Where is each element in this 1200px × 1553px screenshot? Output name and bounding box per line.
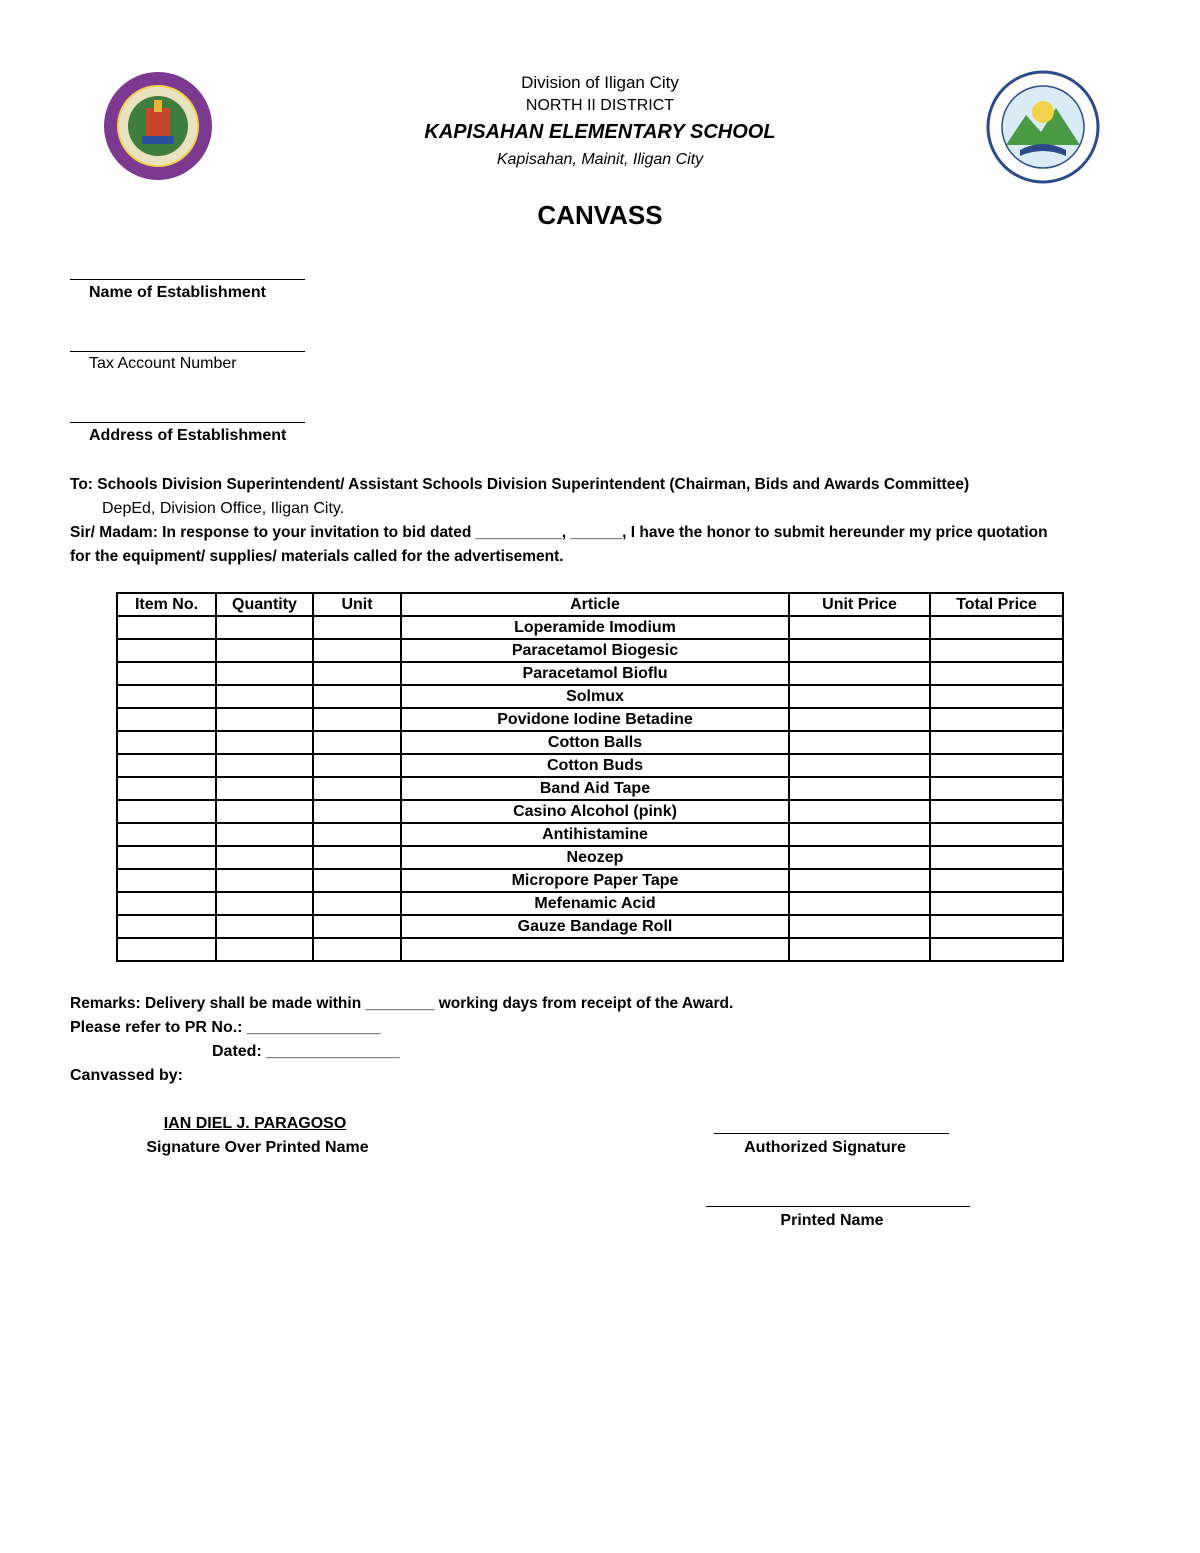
unit-price-cell[interactable] (789, 685, 930, 708)
quantity-cell[interactable] (216, 639, 313, 662)
article-cell: Paracetamol Bioflu (401, 662, 789, 685)
unit-price-cell[interactable] (789, 938, 930, 961)
total-price-cell[interactable] (930, 708, 1063, 731)
district-name: NORTH II DISTRICT (525, 97, 675, 114)
header-total-price: Total Price (930, 593, 1063, 616)
item-no-cell[interactable] (117, 777, 216, 800)
article-cell: Casino Alcohol (pink) (401, 800, 789, 823)
unit-price-cell[interactable] (789, 662, 930, 685)
unit-cell[interactable] (313, 869, 401, 892)
unit-price-cell[interactable] (789, 777, 930, 800)
quantity-cell[interactable] (216, 685, 313, 708)
item-no-cell[interactable] (117, 731, 216, 754)
quantity-cell[interactable] (216, 892, 313, 915)
table-row (117, 708, 1063, 731)
header-unit-price: Unit Price (789, 593, 930, 616)
table-row (117, 823, 1063, 846)
canvassed-by-label: Canvassed by: (70, 1067, 183, 1084)
unit-cell[interactable] (313, 639, 401, 662)
item-no-cell[interactable] (117, 938, 216, 961)
letter-to-line: To: Schools Division Superintendent/ Assistant Schools Division Superintendent (Chairman, Bids and Awards Committee) (70, 476, 970, 493)
remarks-dated: Dated: _______________ (212, 1043, 400, 1060)
letter-body-line2: for the equipment/ supplies/ materials called for the advertisement. (70, 548, 564, 565)
unit-cell[interactable] (313, 708, 401, 731)
total-price-cell[interactable] (930, 915, 1063, 938)
school-name: KAPISAHAN ELEMENTARY SCHOOL (424, 121, 776, 143)
article-cell: Micropore Paper Tape (401, 869, 789, 892)
table-row (117, 616, 1063, 639)
letter-body-line1: Sir/ Madam: In response to your invitation to bid dated __________, ______, I have the honor to submit hereunder my price quotation (70, 524, 1048, 541)
table-row (117, 685, 1063, 708)
table-header-row (117, 593, 1063, 616)
article-cell: Loperamide Imodium (401, 616, 789, 639)
table-row (117, 846, 1063, 869)
quantity-cell[interactable] (216, 708, 313, 731)
total-price-cell[interactable] (930, 754, 1063, 777)
item-no-cell[interactable] (117, 616, 216, 639)
article-cell: Mefenamic Acid (401, 892, 789, 915)
quantity-cell[interactable] (216, 846, 313, 869)
quantity-cell[interactable] (216, 731, 313, 754)
item-no-cell[interactable] (117, 869, 216, 892)
division-seal-logo (102, 70, 214, 182)
remarks-pr-no: Please refer to PR No.: _______________ (70, 1019, 381, 1036)
table-row (117, 800, 1063, 823)
header-item-no: Item No. (117, 593, 216, 616)
unit-cell[interactable] (313, 823, 401, 846)
article-cell: Neozep (401, 846, 789, 869)
item-no-cell[interactable] (117, 892, 216, 915)
unit-cell[interactable] (313, 915, 401, 938)
unit-cell[interactable] (313, 731, 401, 754)
item-no-cell[interactable] (117, 823, 216, 846)
page-title: CANVASS (537, 200, 663, 230)
quantity-cell[interactable] (216, 869, 313, 892)
quantity-cell[interactable] (216, 662, 313, 685)
unit-price-cell[interactable] (789, 869, 930, 892)
total-price-cell[interactable] (930, 800, 1063, 823)
quantity-cell[interactable] (216, 823, 313, 846)
item-no-cell[interactable] (117, 708, 216, 731)
quantity-cell[interactable] (216, 800, 313, 823)
article-cell: Solmux (401, 685, 789, 708)
unit-price-cell[interactable] (789, 846, 930, 869)
quantity-cell[interactable] (216, 915, 313, 938)
unit-cell[interactable] (313, 754, 401, 777)
total-price-cell[interactable] (930, 892, 1063, 915)
unit-price-cell[interactable] (789, 731, 930, 754)
table-row (117, 938, 1063, 961)
total-price-cell[interactable] (930, 685, 1063, 708)
table-row (117, 869, 1063, 892)
unit-cell[interactable] (313, 662, 401, 685)
table-row (117, 777, 1063, 800)
unit-price-cell[interactable] (789, 708, 930, 731)
school-address: Kapisahan, Mainit, Iligan City (496, 151, 704, 168)
article-cell: Povidone Iodine Betadine (401, 708, 789, 731)
article-cell: Band Aid Tape (401, 777, 789, 800)
total-price-cell[interactable] (930, 616, 1063, 639)
unit-price-cell[interactable] (789, 892, 930, 915)
tax-account-line[interactable] (70, 351, 305, 352)
unit-price-cell[interactable] (789, 823, 930, 846)
unit-cell[interactable] (313, 800, 401, 823)
total-price-cell[interactable] (930, 731, 1063, 754)
item-no-cell[interactable] (117, 639, 216, 662)
quantity-cell[interactable] (216, 754, 313, 777)
article-cell: Cotton Balls (401, 731, 789, 754)
canvasser-caption: Signature Over Printed Name (146, 1139, 369, 1156)
article-cell (401, 938, 789, 961)
item-no-cell[interactable] (117, 800, 216, 823)
table-row (117, 731, 1063, 754)
header-unit: Unit (313, 593, 401, 616)
letter-office-line: DepEd, Division Office, Iligan City. (102, 500, 345, 517)
article-cell: Gauze Bandage Roll (401, 915, 789, 938)
total-price-cell[interactable] (930, 662, 1063, 685)
unit-cell[interactable] (313, 938, 401, 961)
unit-price-cell[interactable] (789, 915, 930, 938)
unit-cell[interactable] (313, 685, 401, 708)
unit-price-cell[interactable] (789, 639, 930, 662)
unit-cell[interactable] (313, 777, 401, 800)
header-article: Article (401, 593, 789, 616)
article-cell: Antihistamine (401, 823, 789, 846)
total-price-cell[interactable] (930, 823, 1063, 846)
unit-price-cell[interactable] (789, 800, 930, 823)
table-row (117, 915, 1063, 938)
unit-price-cell[interactable] (789, 754, 930, 777)
total-price-cell[interactable] (930, 777, 1063, 800)
table-row (117, 892, 1063, 915)
total-price-cell[interactable] (930, 639, 1063, 662)
item-no-cell[interactable] (117, 662, 216, 685)
authorized-signature-caption: Authorized Signature (744, 1139, 906, 1156)
item-no-cell[interactable] (117, 915, 216, 938)
table-row (117, 662, 1063, 685)
establishment-address-label: Address of Establishment (89, 427, 287, 444)
article-cell: Cotton Buds (401, 754, 789, 777)
unit-cell[interactable] (313, 892, 401, 915)
tax-account-label: Tax Account Number (89, 355, 237, 372)
quantity-cell[interactable] (216, 777, 313, 800)
establishment-name-label: Name of Establishment (89, 284, 266, 301)
canvass-table (116, 592, 1064, 962)
item-no-cell[interactable] (117, 685, 216, 708)
establishment-address-line[interactable] (70, 422, 305, 423)
authorized-signature-line[interactable] (714, 1133, 949, 1134)
quantity-cell[interactable] (216, 616, 313, 639)
total-price-cell[interactable] (930, 869, 1063, 892)
division-name: Division of Iligan City (521, 73, 679, 92)
printed-name-line[interactable] (706, 1206, 970, 1207)
quantity-cell[interactable] (216, 938, 313, 961)
unit-cell[interactable] (313, 846, 401, 869)
unit-price-cell[interactable] (789, 616, 930, 639)
printed-name-caption: Printed Name (780, 1212, 884, 1229)
table-row (117, 754, 1063, 777)
total-price-cell[interactable] (930, 938, 1063, 961)
unit-cell[interactable] (313, 616, 401, 639)
establishment-name-line[interactable] (70, 279, 305, 280)
canvasser-name: IAN DIEL J. PARAGOSO (163, 1115, 347, 1132)
total-price-cell[interactable] (930, 846, 1063, 869)
school-seal-logo (986, 70, 1100, 184)
table-row (117, 639, 1063, 662)
header-quantity: Quantity (216, 593, 313, 616)
remarks-delivery: Remarks: Delivery shall be made within ________ working days from receipt of the Award. (70, 995, 734, 1012)
article-cell: Paracetamol Biogesic (401, 639, 789, 662)
item-no-cell[interactable] (117, 754, 216, 777)
item-no-cell[interactable] (117, 846, 216, 869)
